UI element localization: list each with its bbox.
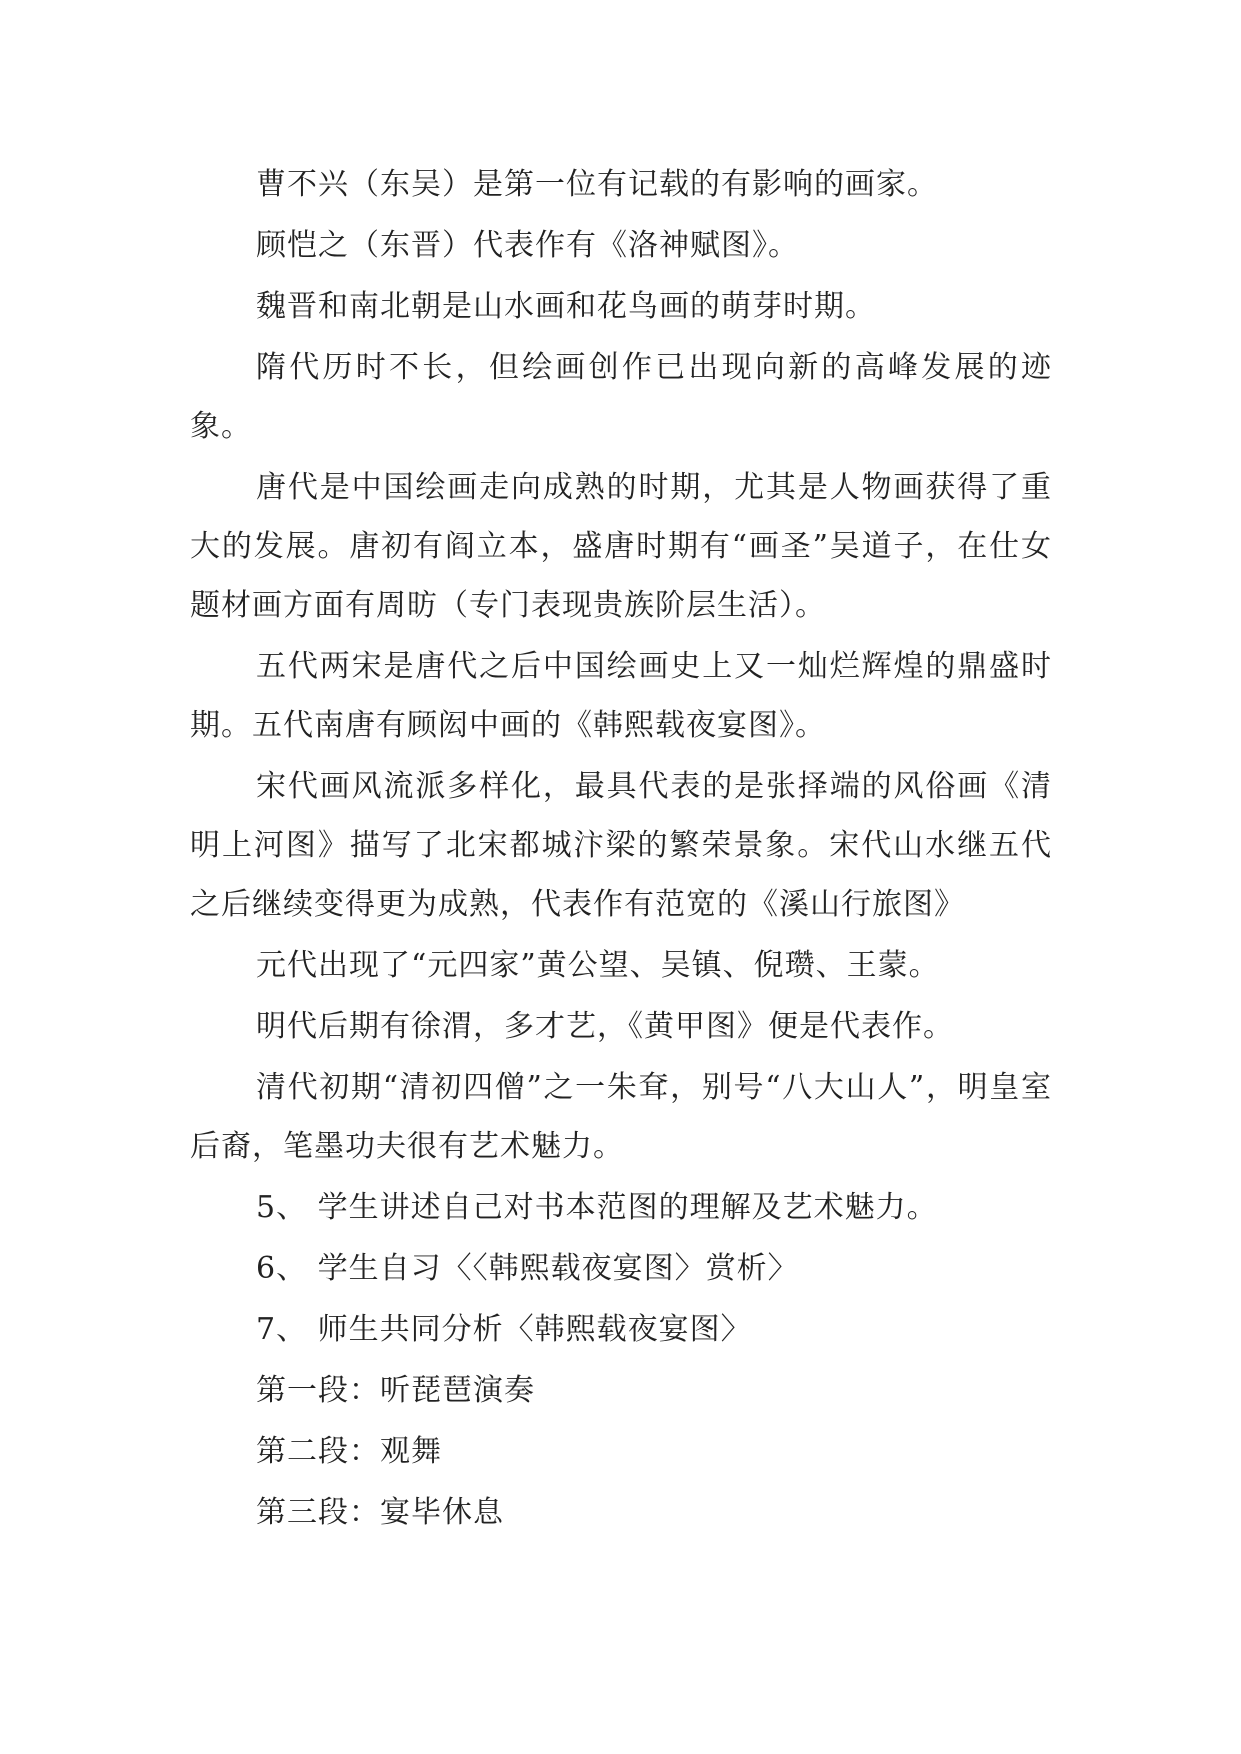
document-body xyxy=(190,155,1052,1542)
paragraph-cao-buxing: 曹不兴（东吴）是第一位有记载的有影响的画家。 xyxy=(256,167,938,202)
section-three: 第三段：宴毕休息 xyxy=(256,1495,504,1530)
paragraph-tang-dynasty: 唐代是中国绘画走向成熟的时期，尤其是人物画获得了重大的发展。唐初有阎立本，盛唐时期有“画圣”吴道子，在仕女题材画方面有周昉（专门表现贵族阶层生活）。 xyxy=(190,470,1052,623)
paragraph-sui-dynasty: 隋代历时不长，但绘画创作已出现向新的高峰发展的迹象。 xyxy=(190,350,1052,444)
paragraph-gu-kaizhi: 顾恺之（东晋）代表作有《洛神赋图》。 xyxy=(256,228,799,263)
paragraph-song-dynasty: 宋代画风流派多样化，最具代表的是张择端的风俗画《清明上河图》描写了北宋都城汴梁的繁荣景象。宋代山水继五代之后继续变得更为成熟，代表作有范宽的《溪山行旅图》 xyxy=(190,769,1052,922)
list-item-5: 5、 学生讲述自己对书本范图的理解及艺术魅力。 xyxy=(256,1190,938,1225)
section-one: 第一段：听琵琶演奏 xyxy=(256,1373,535,1408)
section-two: 第二段：观舞 xyxy=(256,1434,442,1469)
paragraph-qing-dynasty: 清代初期“清初四僧”之一朱耷，别号“八大山人”，明皇室后裔，笔墨功夫很有艺术魅力。 xyxy=(190,1070,1052,1164)
paragraph-ming-dynasty: 明代后期有徐渭，多才艺，《黄甲图》便是代表作。 xyxy=(256,1009,954,1044)
list-item-6: 6、 学生自习〈〈韩熙载夜宴图〉赏析〉 xyxy=(256,1251,799,1286)
list-item-7: 7、 师生共同分析〈韩熙载夜宴图〉 xyxy=(256,1312,752,1347)
paragraph-yuan-dynasty: 元代出现了“元四家”黄公望、吴镇、倪瓒、王蒙。 xyxy=(256,948,940,983)
paragraph-five-dynasties: 五代两宋是唐代之后中国绘画史上又一灿烂辉煌的鼎盛时期。五代南唐有顾闳中画的《韩熙载夜宴图》。 xyxy=(190,649,1052,743)
paragraph-wei-jin: 魏晋和南北朝是山水画和花鸟画的萌芽时期。 xyxy=(256,289,876,324)
